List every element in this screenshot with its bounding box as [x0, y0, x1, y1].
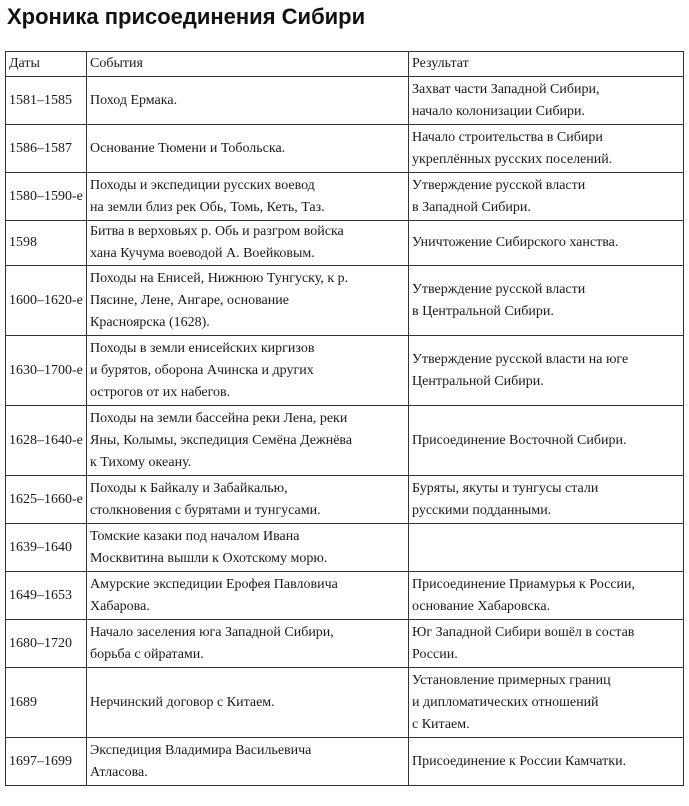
cell-result-line: Утверждение русской власти — [412, 281, 586, 297]
table-row — [6, 572, 684, 620]
cell-dates: 1639–1640 — [6, 524, 87, 572]
page-title: Хроника присоединения Сибири — [7, 4, 366, 29]
table-row — [6, 266, 684, 336]
cell-dates: 1580–1590-е — [6, 173, 87, 221]
cell-dates: 1630–1700-е — [6, 336, 87, 406]
cell-events-line: и бурятов, оборона Ачинска и других — [90, 362, 314, 378]
cell-events-line: Томские казаки под началом Ивана — [90, 528, 300, 544]
cell-events — [87, 406, 409, 476]
cell-dates: 1600–1620-е — [6, 266, 87, 336]
cell-events — [87, 173, 409, 221]
table-row — [6, 336, 684, 406]
cell-events — [87, 572, 409, 620]
cell-result-line: Буряты, якуты и тунгусы стали — [412, 480, 599, 496]
cell-result — [409, 524, 684, 572]
cell-events-line: Походы на Енисей, Нижнюю Тунгуску, к р. — [90, 270, 349, 286]
cell-events-line: Экспедиция Владимира Васильевича — [90, 742, 312, 758]
cell-events-line: Битва в верховьях р. Обь и разгром войска — [90, 224, 344, 239]
cell-events-line: Начало заселения юга Западной Сибири, — [90, 624, 334, 640]
cell-result — [409, 668, 684, 738]
cell-result — [409, 476, 684, 524]
cell-result-line: Начало строительства в Сибири — [412, 129, 603, 145]
cell-result-line: Уничтожение Сибирского ханства. — [412, 235, 619, 250]
cell-events-line: Атласова. — [90, 764, 148, 780]
cell-events-line: Походы в земли енисейских киргизов — [90, 340, 315, 356]
column-header-events: События — [87, 52, 409, 77]
cell-events-line: Поход Ермака. — [90, 92, 178, 108]
cell-dates: 1649–1653 — [6, 572, 87, 620]
cell-dates: 1598 — [6, 221, 87, 266]
cell-result — [409, 572, 684, 620]
cell-events — [87, 336, 409, 406]
cell-events-line: Пясине, Лене, Ангаре, основание — [90, 292, 289, 308]
cell-result — [409, 173, 684, 221]
cell-result — [409, 221, 684, 266]
table-row — [6, 668, 684, 738]
cell-events-line: борьба с ойратами. — [90, 646, 204, 662]
cell-result-line: и дипломатических отношений — [412, 694, 599, 710]
cell-events — [87, 738, 409, 786]
cell-events — [87, 77, 409, 125]
cell-result-line: Юг Западной Сибири вошёл в состав — [412, 624, 635, 640]
cell-events — [87, 620, 409, 668]
cell-result-line: с Китаем. — [412, 716, 470, 732]
cell-events-line: Походы и экспедиции русских воевод — [90, 177, 315, 193]
cell-result-line: Утверждение русской власти — [412, 177, 586, 193]
cell-result-line: Утверждение русской власти на юге — [412, 351, 629, 367]
cell-events-line: Москвитина вышли к Охотскому морю. — [90, 550, 328, 566]
cell-result-line: Присоединение Приамурья к России, — [412, 576, 636, 592]
cell-events — [87, 221, 409, 266]
table-row — [6, 524, 684, 572]
cell-result — [409, 620, 684, 668]
table-row — [6, 738, 684, 786]
cell-result-line: в Западной Сибири. — [412, 199, 531, 215]
cell-dates: 1628–1640-е — [6, 406, 87, 476]
cell-events — [87, 668, 409, 738]
table-body — [6, 77, 684, 786]
cell-dates: 1586–1587 — [6, 125, 87, 173]
cell-result-line: Присоединение к России Камчатки. — [412, 753, 627, 769]
cell-events-line: Основание Тюмени и Тобольска. — [90, 140, 286, 156]
chronicle-table — [5, 51, 684, 786]
cell-events-line: Амурские экспедиции Ерофея Павловича — [90, 576, 338, 592]
cell-result — [409, 738, 684, 786]
cell-result-line: Присоединение Восточной Сибири. — [412, 432, 627, 448]
table-row — [6, 221, 684, 266]
cell-result-line: начало колонизации Сибири. — [412, 103, 586, 119]
cell-result — [409, 336, 684, 406]
table-row — [6, 620, 684, 668]
cell-result — [409, 266, 684, 336]
cell-events-line: Походы к Байкалу и Забайкалью, — [90, 480, 288, 496]
table-header-row — [6, 52, 684, 77]
cell-result-line: России. — [412, 646, 458, 662]
cell-result — [409, 406, 684, 476]
column-header-result: Результат — [409, 52, 684, 77]
cell-events-line: к Тихому океану. — [90, 454, 192, 470]
cell-result-line: Захват части Западной Сибири, — [412, 81, 600, 97]
cell-result-line: Установление примерных границ — [412, 672, 611, 688]
cell-result-line: в Центральной Сибири. — [412, 303, 554, 319]
cell-events-line: хана Кучума воеводой А. Воейковым. — [90, 246, 315, 261]
cell-events — [87, 266, 409, 336]
cell-events-line: на земли близ рек Обь, Томь, Кеть, Таз. — [90, 199, 325, 215]
table-row — [6, 125, 684, 173]
cell-events-line: Яны, Колымы, экспедиция Семёна Дежнёва — [90, 432, 353, 448]
cell-events-line: острогов от их набегов. — [90, 384, 231, 400]
column-header-dates: Даты — [6, 52, 87, 77]
cell-dates: 1625–1660-е — [6, 476, 87, 524]
table-row — [6, 173, 684, 221]
table-row — [6, 406, 684, 476]
cell-result-line: укреплённых русских поселений. — [412, 151, 613, 167]
cell-result-line: Центральной Сибири. — [412, 373, 544, 389]
cell-dates: 1689 — [6, 668, 87, 738]
cell-dates: 1697–1699 — [6, 738, 87, 786]
table-row — [6, 77, 684, 125]
cell-events — [87, 476, 409, 524]
cell-events-line: Красноярска (1628). — [90, 314, 210, 330]
cell-events-line: столкновения с бурятами и тунгусами. — [90, 502, 321, 518]
cell-events-line: Нерчинский договор с Китаем. — [90, 694, 275, 710]
cell-events-line: Хабарова. — [90, 598, 150, 614]
cell-result — [409, 125, 684, 173]
cell-events — [87, 125, 409, 173]
cell-dates: 1680–1720 — [6, 620, 87, 668]
cell-events-line: Походы на земли бассейна реки Лена, реки — [90, 410, 348, 426]
cell-result — [409, 77, 684, 125]
cell-result-line: основание Хабаровска. — [412, 598, 551, 614]
table-row — [6, 476, 684, 524]
cell-dates: 1581–1585 — [6, 77, 87, 125]
cell-events — [87, 524, 409, 572]
cell-result-line: русскими подданными. — [412, 502, 552, 518]
